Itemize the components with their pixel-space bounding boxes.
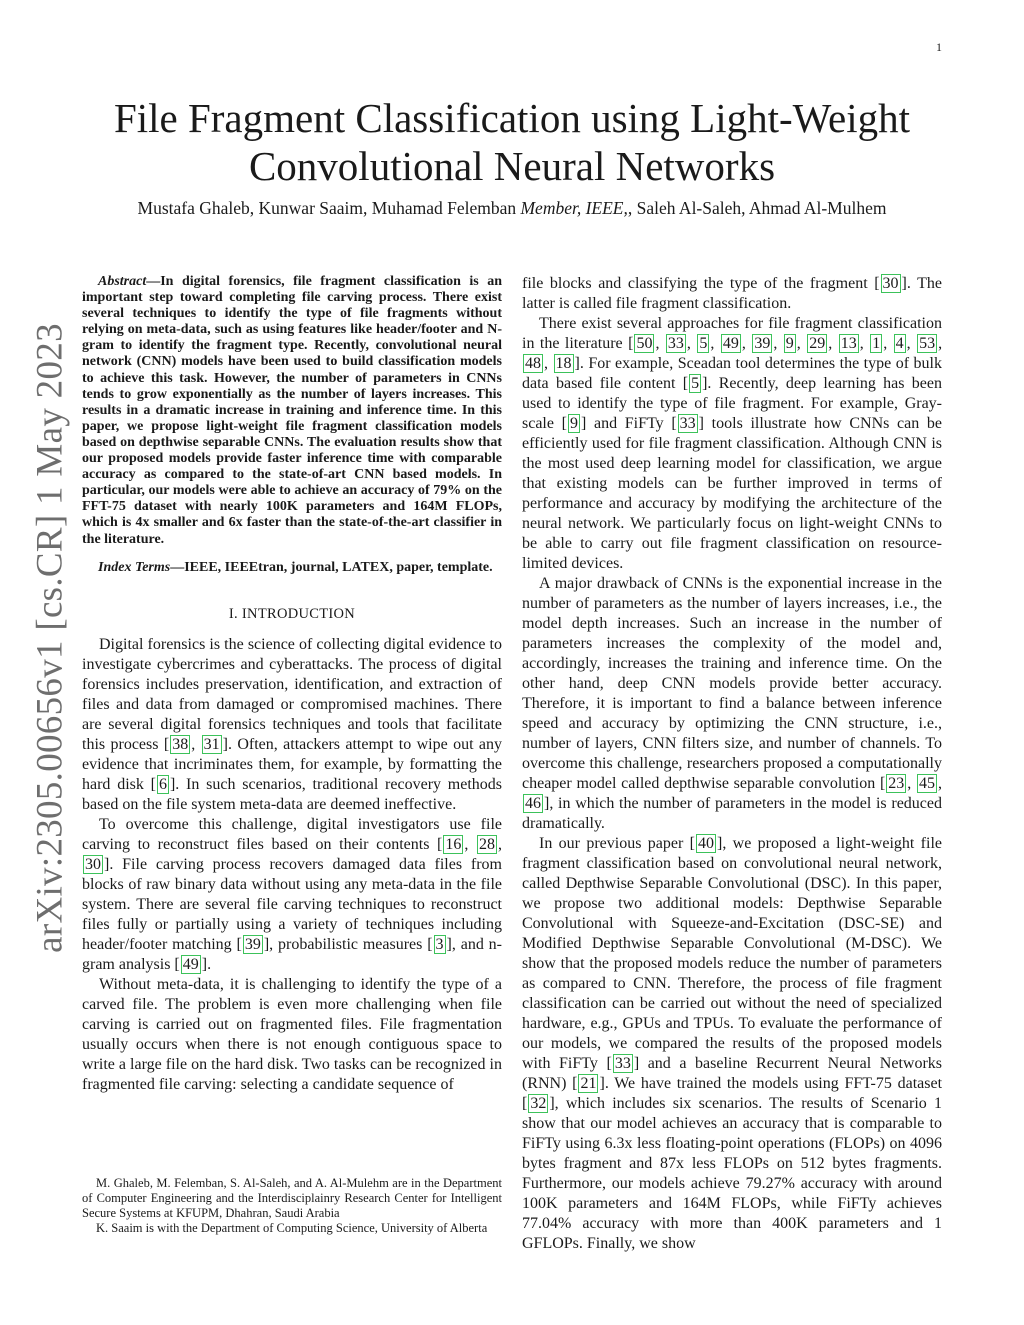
abstract bbox=[82, 274, 502, 548]
citation-link[interactable]: 32 bbox=[530, 1095, 547, 1112]
paragraph: In our previous paper [ 40 ], we proposed a light-weight file fragment classification based on convolutional neural network, called Depthwise Separable Convolutional (DSC). In this paper, we propose two additional models: Depthwise Separable Convolutional with Squeeze-and-Excitation (DSC-SE) and Modified Depthwise Separable Convolutional (M-DSC). We show that the proposed models reduce the number of parameters as compared to CNN. Therefore, the process of file fragment classification can be carried out without the need of specialized hardware, e.g., GPUs and TPUs. To evaluate the performance of our models, we compared the results of the proposed models with FiFTy [ 33 ] and a baseline Recurrent Neural Networks (RNN) [ 21 ]. We have trained the models using FFT-75 dataset [ 32 ], which includes six scenarios. The results of Scenario 1 show that our model achieves an accuracy that is comparable to FiFTy using 6.3x less floating-point operations (FLOPs) on 4096 bytes fragment and 87x less FLOPs on 512 bytes fragments. Furthermore, our models achieve 79.27% accuracy with around 100K parameters and 164M FLOPs, while FiFTy achieves 77.04% accuracy with more than 400K parameters and 1 GFLOPs. Finally, we show bbox=[522, 835, 943, 1252]
arxiv-stamp: arXiv:2305.00656v1 [cs.CR] 1 May 2023 bbox=[29, 323, 71, 953]
citation-link[interactable]: 49 bbox=[722, 335, 739, 352]
citation-link[interactable]: 53 bbox=[919, 335, 936, 352]
section-heading-introduction bbox=[82, 606, 502, 623]
citation-link[interactable]: 38 bbox=[172, 735, 189, 753]
abstract-text: —In digital forensics, file fragment classification is an important step toward completing file carving process. There exist several techniques to identify the type of file fragments without relying on meta-data, such as using features like header/footer and N-gram to identify the fragment type. Recently, convolutional neural network (CNN) models have been used to build classification models to achieve this task. However, the number of parameters in CNNs tends to grow exponentially as the number of layers increases. This results in a dramatic increase in training and inference time. In this paper, we propose light-weight file fragment classification models based on depthwise separable CNNs. The evaluation results show that our proposed models provide faster inference time with comparable accuracy as compared to the state-of-art CNN based models. In particular, our models were able to achieve an accuracy of 79% on the FFT-75 dataset with nearly 100K parameters and 164M FLOPs, which is 4x smaller and 6x faster than the state-of-the-art classifier in the literature. bbox=[82, 274, 502, 547]
citation-link[interactable]: 6 bbox=[158, 775, 167, 793]
paragraph: Without meta-data, it is challenging to identify the type of a carved file. The problem is even more challenging when file carving is carried out on fragmented files. File fragmentation usually occurs when there is not enough contiguous space to write a large file on the hard disk. Two tasks can be recognized in fragmented file carving: selecting a candidate sequence of bbox=[82, 975, 502, 1093]
paragraph: There exist several approaches for file fragment classification in the literature [ 50 , 33 , 5 , 49 , 39 , 9 , 29 , 13 , 1 , 4 , 53 , 48 , 18 ]. For example, Sceadan tool determines the type of bulk data based file content [ 5 ]. Recently, deep learning has been used to identify the type of file fragment. For example, Gray-scale [ 9 ] and FiFTy [ 33 ] tools illustrate how CNNs can be efficiently used for file fragment classification. Although CNN is the most used deep learning model for classification, we argue that existing models can be further improved in terms of performance and accuracy by modifying the architecture of the neural network. We particularly focus on light-weight CNNs to be able to carry out file fragment classification on resource-limited devices. bbox=[522, 315, 943, 572]
footnotes bbox=[82, 1176, 502, 1236]
author-names: Mustafa Ghaleb, Kunwar Saaim, Muhamad Felemban bbox=[137, 198, 521, 218]
citation-link[interactable]: 4 bbox=[895, 335, 904, 352]
citation-link[interactable]: 18 bbox=[555, 355, 572, 372]
footnote: K. Saaim is with the Department of Computing Science, University of Alberta bbox=[96, 1221, 488, 1235]
citation-link[interactable]: 1 bbox=[872, 335, 881, 352]
footnote: M. Ghaleb, M. Felemban, S. Al-Saleh, and A. Al-Mulehm are in the Department of Computer Engineering and the Interdisciplainry Research Center for Intelligent Secure Systems at KFUPM, Dhahran, Saudi Arabia bbox=[82, 1176, 502, 1220]
citation-link[interactable]: 13 bbox=[840, 335, 857, 352]
citation-link[interactable]: 28 bbox=[479, 835, 496, 853]
paragraph: To overcome this challenge, digital investigators use file carving to reconstruct files based on their contents [ 16 , 28 , 30 ]. File carving process recovers damaged data files from blocks of raw binary data without using any meta-data in the file system. There are several file carving techniques to reconstruct files fully or partially using a variety of techniques including header/footer matching [ 39 ], probabilistic measures [ 3 ], and n-gram analysis [ 49 ]. bbox=[82, 815, 503, 973]
page-number: 1 bbox=[936, 40, 942, 54]
citation-link[interactable]: 39 bbox=[754, 335, 771, 352]
citation-link[interactable]: 3 bbox=[435, 935, 444, 953]
citation-link[interactable]: 5 bbox=[691, 375, 700, 392]
citation-link[interactable]: 5 bbox=[699, 335, 708, 352]
title-line-1: File Fragment Classification using Light-Weight bbox=[113, 95, 911, 141]
citation-link[interactable]: 30 bbox=[85, 855, 101, 873]
citation-link[interactable]: 23 bbox=[888, 775, 905, 792]
citation-link[interactable]: 49 bbox=[182, 955, 199, 973]
citation-link[interactable]: 45 bbox=[919, 775, 935, 792]
author-list bbox=[40, 198, 984, 219]
abstract-label: Abstract bbox=[98, 274, 147, 289]
citation-link[interactable]: 33 bbox=[679, 415, 696, 432]
index-terms-text: —IEEE, IEEEtran, journal, LATEX, paper, template. bbox=[170, 559, 493, 575]
citation-link[interactable]: 33 bbox=[667, 335, 684, 352]
paragraph: A major drawback of CNNs is the exponential increase in the number of parameters as the number of layers increases, i.e., the model depth increases. Such an increase in the number of parameters increases the complexity of the model and, accordingly, increases the training and inference time. On the other hand, deep CNN models provide better accuracy. Therefore, it is important to find a balance between inference speed and accuracy by optimizing the CNN structure, i.e., number of layers, CNN filters size, and number of channels. To overcome this challenge, researchers proposed a computationally cheaper model called depthwise separable convolution [ 23 , 45 , 46 ], in which the number of parameters in the model is reduced dramatically. bbox=[522, 575, 942, 832]
citation-link[interactable]: 40 bbox=[698, 835, 714, 852]
citation-link[interactable]: 48 bbox=[525, 355, 541, 372]
index-terms-label: Index Terms bbox=[98, 559, 171, 575]
right-column bbox=[522, 274, 942, 1254]
citation-link[interactable]: 50 bbox=[636, 335, 653, 352]
author-membership: Member, IEEE, bbox=[520, 198, 628, 218]
title-line-2: Convolutional Neural Networks bbox=[248, 143, 776, 189]
paragraph: file blocks and classifying the type of the fragment [ 30 ]. The latter is called file fragment classification. bbox=[522, 275, 942, 312]
citation-link[interactable]: 21 bbox=[580, 1075, 597, 1092]
citation-link[interactable]: 39 bbox=[244, 935, 261, 953]
section-first-letter: I bbox=[241, 605, 248, 622]
left-column bbox=[82, 274, 502, 1095]
author-names-rest: , Saleh Al-Saleh, Ahmad Al-Mulhem bbox=[627, 198, 887, 218]
citation-link[interactable]: 9 bbox=[569, 415, 578, 432]
paragraph: Digital forensics is the science of collecting digital evidence to investigate cybercrimes and cyberattacks. The process of digital forensics includes preservation, identification, and extraction of files and data from damaged or compromised machines. There are several digital forensics techniques and tools that facilitate this process [ 38 , 31 ]. Often, attackers attempt to wipe out any evidence that incriminates them, for example, by formatting the hard disk [ 6 ]. In such scenarios, traditional recovery methods based on the file system meta-data are deemed ineffective. bbox=[82, 635, 503, 813]
citation-link[interactable]: 29 bbox=[809, 335, 826, 352]
citation-link[interactable]: 9 bbox=[785, 335, 794, 352]
index-terms bbox=[82, 560, 502, 576]
citation-link[interactable]: 31 bbox=[203, 735, 220, 753]
citation-link[interactable]: 30 bbox=[882, 275, 899, 292]
section-numeral: I. bbox=[228, 605, 242, 622]
citation-link[interactable]: 46 bbox=[525, 795, 541, 812]
paper-title bbox=[60, 94, 964, 190]
section-title-rest: NTRODUCTION bbox=[247, 605, 356, 622]
left-body bbox=[82, 635, 502, 1095]
citation-link[interactable]: 16 bbox=[445, 835, 462, 853]
citation-link[interactable]: 33 bbox=[614, 1055, 631, 1072]
